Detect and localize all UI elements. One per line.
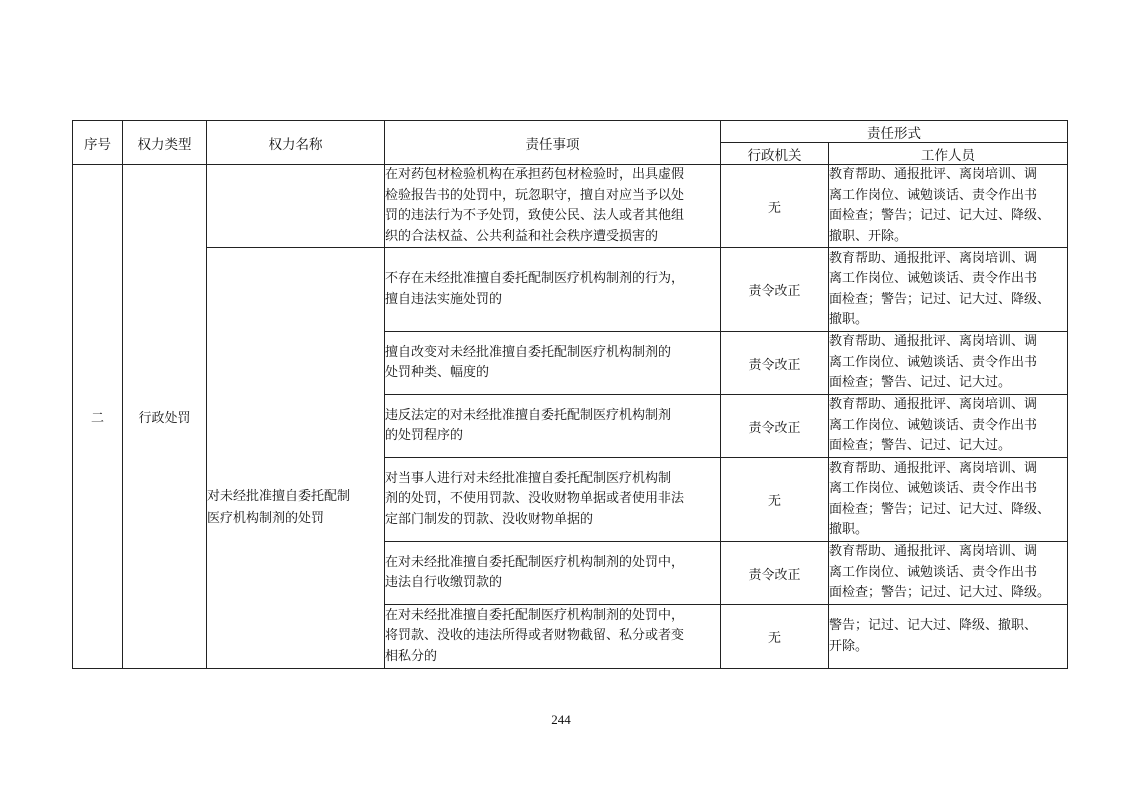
- power-type-cell: 行政处罚: [123, 165, 207, 669]
- staff-cell: 教育帮助、通报批评、离岗培训、调 离工作岗位、诫勉谈话、责令作出书 面检查；警告；记过、记大过、降级。: [829, 542, 1068, 605]
- duty-item-cell: 在对未经批准擅自委托配制医疗机构制剂的处罚中， 将罚款、没收的违法所得或者财物截留、私分或者变 相私分的: [385, 605, 721, 669]
- admin-cell: 无: [721, 165, 829, 248]
- admin-cell: 责令改正: [721, 542, 829, 605]
- staff-cell: 教育帮助、通报批评、离岗培训、调 离工作岗位、诫勉谈话、责令作出书 面检查；警告、记过、记大过。: [829, 332, 1068, 395]
- seq-cell: 二: [73, 165, 123, 669]
- page-number: 244: [551, 712, 571, 727]
- admin-cell: 无: [721, 458, 829, 542]
- duty-item-cell: 对当事人进行对未经批准擅自委托配制医疗机构制 剂的处罚，不使用罚款、没收财物单据或者使用非法 定部门制发的罚款、没收财物单据的: [385, 458, 721, 542]
- duty-item-cell: 在对药包材检验机构在承担药包材检验时，出具虚假 检验报告书的处罚中，玩忽职守，擅自对应当予以处 罚的违法行为不予处罚，致使公民、法人或者其他组 织的合法权益、公共利益和社会秩序遭受损害的: [385, 165, 721, 248]
- staff-cell: 警告；记过、记大过、降级、撤职、 开除。: [829, 605, 1068, 669]
- duty-item-cell: 不存在未经批准擅自委托配制医疗机构制剂的行为， 擅自违法实施处罚的: [385, 248, 721, 332]
- header-duty-items: 责任事项: [385, 121, 721, 165]
- staff-cell: 教育帮助、通报批评、离岗培训、调 离工作岗位、诫勉谈话、责令作出书 面检查；警告；记过、记大过、降级、 撤职。: [829, 458, 1068, 542]
- table-row: [73, 165, 1068, 248]
- duty-table: [72, 120, 1068, 669]
- admin-cell: 责令改正: [721, 395, 829, 458]
- header-power-name: 权力名称: [207, 121, 385, 165]
- power-name-empty-cell: [207, 165, 385, 248]
- header-seq: 序号: [73, 121, 123, 165]
- header-power-type: 权力类型: [123, 121, 207, 165]
- duty-item-cell: 在对未经批准擅自委托配制医疗机构制剂的处罚中， 违法自行收缴罚款的: [385, 542, 721, 605]
- staff-cell: 教育帮助、通报批评、离岗培训、调 离工作岗位、诫勉谈话、责令作出书 面检查；警告；记过、记大过、降级、 撤职。: [829, 248, 1068, 332]
- power-name-cell: 对未经批准擅自委托配制 医疗机构制剂的处罚: [207, 248, 385, 669]
- header-staff: 工作人员: [829, 143, 1068, 165]
- staff-cell: 教育帮助、通报批评、离岗培训、调 离工作岗位、诫勉谈话、责令作出书 面检查；警告、记过、记大过。: [829, 395, 1068, 458]
- header-admin-org: 行政机关: [721, 143, 829, 165]
- staff-cell: 教育帮助、通报批评、离岗培训、调 离工作岗位、诫勉谈话、责令作出书 面检查；警告；记过、记大过、降级、 撤职、开除。: [829, 165, 1068, 248]
- duty-item-cell: 违反法定的对未经批准擅自委托配制医疗机构制剂 的处罚程序的: [385, 395, 721, 458]
- header-duty-form: 责任形式: [721, 121, 1068, 143]
- admin-cell: 无: [721, 605, 829, 669]
- admin-cell: 责令改正: [721, 248, 829, 332]
- table-row: [73, 248, 1068, 332]
- admin-cell: 责令改正: [721, 332, 829, 395]
- duty-item-cell: 擅自改变对未经批准擅自委托配制医疗机构制剂的 处罚种类、幅度的: [385, 332, 721, 395]
